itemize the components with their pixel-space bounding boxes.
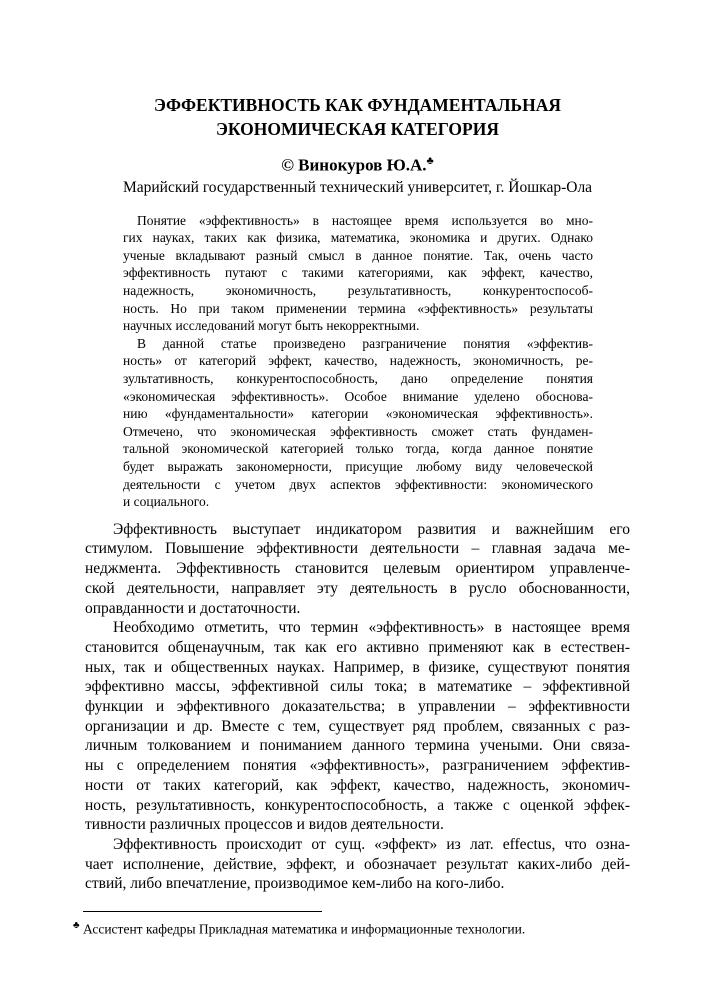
abstract-text-line: ность» от категорий эффект, качество, надежность, экономичность, ре- [123, 353, 593, 369]
abstract-text-line: надежность, экономичность, результативность, конкурентоспособ- [123, 283, 593, 299]
body-text-line: функции и эффективного доказательства; в управлении – эффективности [85, 698, 630, 716]
author-line [85, 150, 630, 177]
abstract-text-line: ученые вкладывают разный смысл в данное понятие. Так, очень часто [123, 247, 593, 263]
body-text-line: Необходимо отметить, что термин «эффективность» в настоящее время [113, 619, 630, 637]
article-title-line: ЭКОНОМИЧЕСКАЯ КАТЕГОРИЯ [216, 119, 499, 139]
footnote-separator-rule [83, 911, 322, 912]
abstract-paragraph-1 [123, 212, 593, 335]
body-text-line: ных, так и общественных науках. Например, в физике, существуют понятия [85, 658, 630, 676]
body-text-line: ность, результативность, конкурентоспособность, а также с оценкой эффек- [85, 796, 630, 814]
body-text-line: становится общенаучным, так как его активно применяют как в естествен- [85, 638, 630, 656]
body-text-line: оправданности и достаточности. [85, 599, 301, 617]
body-text-line: организации и др. Вместе с тем, существует ряд проблем, связанных с раз- [85, 717, 630, 735]
footnote-marker-icon: ♣ [73, 920, 80, 932]
abstract-text-line: В данной статье произведено разграничение понятия «эффектив- [137, 335, 593, 351]
abstract-text-line: тальной экономической категорией только тогда, когда данное понятие [123, 441, 593, 457]
abstract-text-line: будет выражать закономерности, присущие любому виду человеческой [123, 458, 593, 474]
body-text-line: ствий, либо впечатление, производимое кем-либо на кого-либо. [85, 875, 505, 893]
abstract-block [123, 212, 593, 511]
author-name: © Винокуров Ю.А. [281, 155, 427, 175]
body-text-line: неджмента. Эффективность становится целевым ориентиром управленче- [85, 560, 630, 578]
article-title-line: ЭФФЕКТИВНОСТЬ КАК ФУНДАМЕНТАЛЬНАЯ [154, 95, 561, 115]
abstract-text-line: Понятие «эффективность» в настоящее время используется во мно- [137, 212, 593, 228]
article-body [85, 520, 630, 894]
body-text-line: ской деятельности, направляет эту деятельность в русло обоснованности, [85, 579, 630, 597]
body-paragraph-2 [85, 618, 630, 835]
footnote [73, 917, 630, 939]
abstract-text-line: ность. Но при таком применении термина «эффективность» результаты [123, 300, 593, 316]
body-text-line: тивности различных процессов и видов деятельности. [85, 816, 444, 834]
body-text-line: Эффективность происходит от сущ. «эффект» из лат. effectus, что озна- [113, 836, 630, 853]
body-text-line: Эффективность выступает индикатором развития и важнейшим его [113, 520, 630, 538]
abstract-text-line: научных исследований могут быть некорректными. [123, 318, 420, 334]
body-text-line: ности от таких категорий, как эффект, качество, надежность, экономич- [85, 776, 630, 794]
abstract-text-line: эффективность путают с такими категориями, как эффект, качество, [123, 265, 593, 281]
body-text-line: чает исполнение, действие, эффект, и обозначает результат каких-либо дей- [85, 855, 630, 873]
footnote-text: Ассистент кафедры Прикладная математика и информационные технологии. [82, 921, 526, 937]
body-paragraph-1 [85, 520, 630, 619]
abstract-text-line: «экономическая эффективность». Особое внимание уделено обоснова- [123, 388, 593, 404]
article-title [85, 93, 630, 141]
abstract-text-line: Отмечено, что экономическая эффективность сможет стать фундамен- [123, 423, 593, 439]
body-paragraph-3 [85, 835, 630, 894]
abstract-text-line: нию «фундаментальности» категории «экономическая эффективность». [123, 406, 593, 422]
footnote-marker-icon: ♣ [426, 155, 434, 167]
abstract-text-line: и социального. [123, 494, 210, 510]
body-text-line: ны с определением понятия «эффективность», разграничением эффектив- [85, 757, 630, 775]
body-text-line: эффективно массы, эффективной силы тока; в математике – эффективной [85, 678, 630, 696]
abstract-text-line: деятельности с учетом двух аспектов эффективности: экономического [123, 476, 593, 492]
abstract-text-line: гих науках, таких как физика, математика, экономика и других. Однако [123, 230, 593, 246]
author-affiliation: Марийский государственный технический университет, г. Йошкар-Ола [122, 178, 593, 196]
abstract-paragraph-2 [123, 335, 593, 511]
body-text-line: стимулом. Повышение эффективности деятельности – главная задача ме- [85, 540, 630, 558]
body-text-line: личным толкованием и пониманием данного термина учеными. Они связа- [85, 737, 630, 755]
abstract-text-line: зультативность, конкурентоспособность, дано определение понятия [123, 371, 593, 386]
